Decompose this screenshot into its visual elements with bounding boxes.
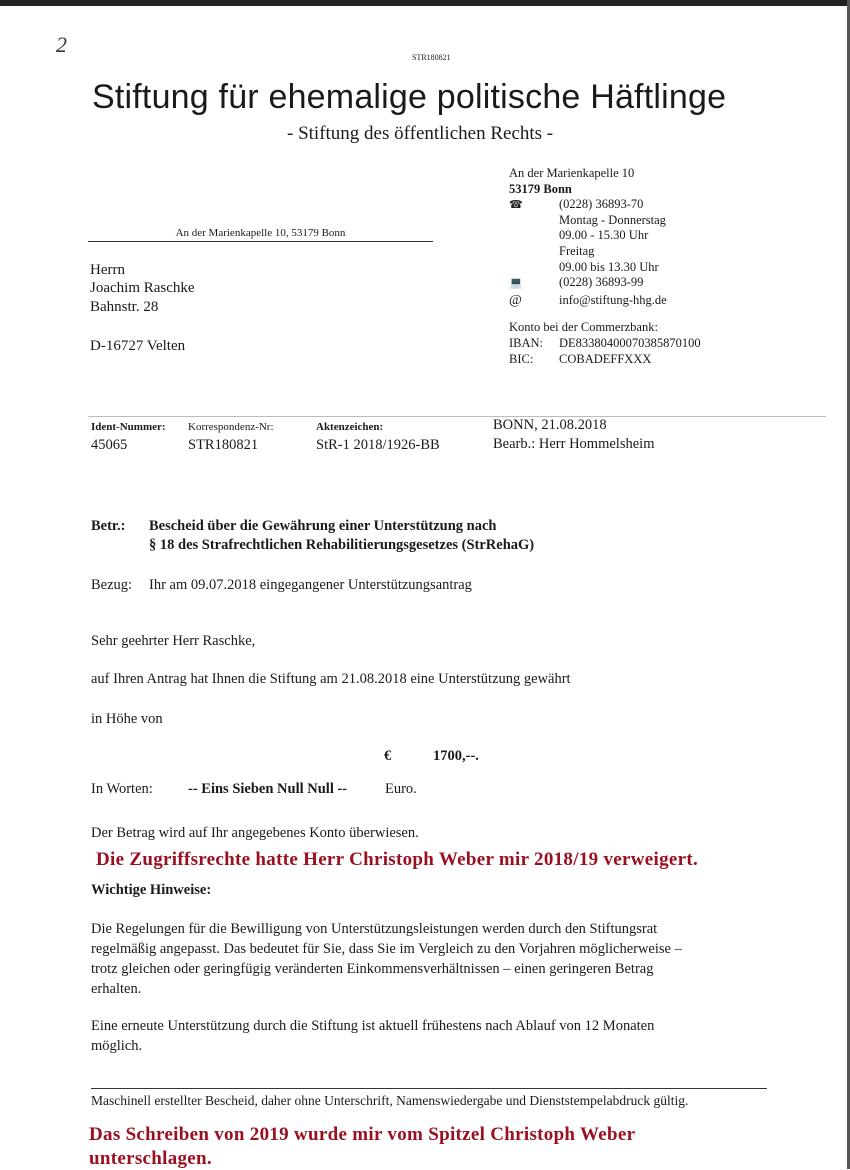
- handwritten-annotation-2-line-2: unterschlagen.: [89, 1148, 212, 1169]
- handwritten-annotation-1: Die Zugriffsrechte hatte Herr Christoph Weber mir 2018/19 verweigert.: [96, 849, 699, 870]
- contact-street: An der Marienkapelle 10: [509, 166, 635, 180]
- words-label: In Worten:: [91, 781, 153, 797]
- korrespondenz-value: STR180821: [188, 437, 259, 453]
- handwritten-annotation-2-line-1: Das Schreiben von 2019 wurde mir vom Spitzel Christoph Weber: [89, 1124, 636, 1145]
- hours-time-2: 09.00 bis 13.30 Uhr: [559, 259, 659, 274]
- reference-text: Ihr am 09.07.2018 eingegangener Unterstützungsantrag: [149, 577, 472, 593]
- notes-paragraph-1: [91, 919, 682, 999]
- recipient-salutation: Herrn: [90, 262, 125, 278]
- bic-value: COBADEFFXXX: [559, 351, 652, 366]
- subject-line-1: Bescheid über die Gewährung einer Unterstützung nach: [149, 518, 497, 534]
- contact-block: [509, 166, 701, 367]
- hours-time-1: 09.00 - 15.30 Uhr: [559, 228, 649, 243]
- transfer-note: Der Betrag wird auf Ihr angegebenes Konto überwiesen.: [91, 825, 419, 841]
- bic-label: BIC:: [509, 351, 534, 366]
- notes-p1-line-2: regelmäßig angepasst. Das bedeutet für Sie, dass Sie im Vergleich zu den Vorjahren möglicherweise –: [91, 941, 682, 957]
- computer-icon: 💻: [509, 276, 523, 290]
- contact-phone: (0228) 36893-70: [559, 197, 644, 212]
- aktenzeichen-label: Aktenzeichen:: [316, 421, 384, 433]
- words-unit: Euro.: [385, 781, 417, 797]
- iban-value: DE83380400070385870100: [559, 335, 701, 350]
- greeting: Sehr geehrter Herr Raschke,: [91, 633, 256, 649]
- contact-email: info@stiftung-hhg.de: [559, 292, 667, 307]
- notes-p1-line-3: trotz gleichen oder geringfügig veränderten Einkommensverhältnissen – einen geringeren Betrag: [91, 961, 654, 977]
- amount-intro: in Höhe von: [91, 711, 163, 727]
- currency-symbol: €: [384, 748, 392, 764]
- notes-p2-line-2: möglich.: [91, 1038, 143, 1054]
- letterhead-title: Stiftung für ehemalige politische Häftlinge: [92, 78, 727, 116]
- bank-label: Konto bei der Commerzbank:: [509, 320, 658, 335]
- ident-label: Ident-Nummer:: [91, 421, 166, 433]
- ident-value: 45065: [91, 437, 128, 453]
- notes-p1-line-1: Die Regelungen für die Bewilligung von Unterstützungsleistungen werden durch den Stiftungsrat: [91, 921, 658, 937]
- letterhead-subtitle: - Stiftung des öffentlichen Rechts -: [287, 123, 554, 144]
- case-handler: Bearb.: Herr Hommelsheim: [493, 436, 655, 452]
- footer-note: Maschinell erstellter Bescheid, daher ohne Unterschrift, Namenswiedergabe und Dienststempelabdruck gültig.: [91, 1093, 689, 1108]
- handwritten-page-number: 2: [56, 32, 67, 57]
- grant-amount: 1700,--.: [433, 748, 479, 764]
- contact-fax: (0228) 36893-99: [559, 275, 644, 290]
- notes-p2-line-1: Eine erneute Unterstützung durch die Stiftung ist aktuell frühestens nach Ablauf von 12 Monaten: [91, 1018, 655, 1034]
- meta-divider: [88, 416, 826, 417]
- korrespondenz-label: Korrespondenz-Nr:: [188, 421, 274, 433]
- telephone-icon: ☎: [509, 198, 523, 212]
- subject-label: Betr.:: [91, 518, 126, 534]
- hours-days-2: Freitag: [559, 243, 595, 258]
- at-icon: @: [509, 292, 522, 308]
- recipient-name: Joachim Raschke: [90, 280, 195, 296]
- contact-city: 53179 Bonn: [509, 181, 572, 196]
- notes-paragraph-2: [91, 1016, 654, 1056]
- recipient-city: D-16727 Velten: [90, 338, 186, 354]
- amount-in-words: -- Eins Sieben Null Null --: [188, 781, 348, 797]
- hours-days-1: Montag - Donnerstag: [559, 212, 666, 227]
- notes-heading: Wichtige Hinweise:: [91, 882, 212, 898]
- recipient-street: Bahnstr. 28: [90, 299, 159, 315]
- grant-sentence: auf Ihren Antrag hat Ihnen die Stiftung am 21.08.2018 eine Unterstützung gewährt: [91, 671, 571, 687]
- reference-code: STR180821: [412, 53, 451, 62]
- scan-edge-top: [0, 0, 850, 6]
- subject-line-2: § 18 des Strafrechtlichen Rehabilitierungsgesetzes (StrRehaG): [149, 537, 535, 553]
- letter-date: BONN, 21.08.2018: [493, 417, 607, 433]
- aktenzeichen-value: StR-1 2018/1926-BB: [316, 437, 440, 453]
- reference-label: Bezug:: [91, 577, 133, 593]
- notes-p1-line-4: erhalten.: [91, 981, 142, 997]
- iban-label: IBAN:: [509, 335, 544, 350]
- sender-return-address: An der Marienkapelle 10, 53179 Bonn: [88, 227, 433, 242]
- footer-divider: [91, 1088, 767, 1089]
